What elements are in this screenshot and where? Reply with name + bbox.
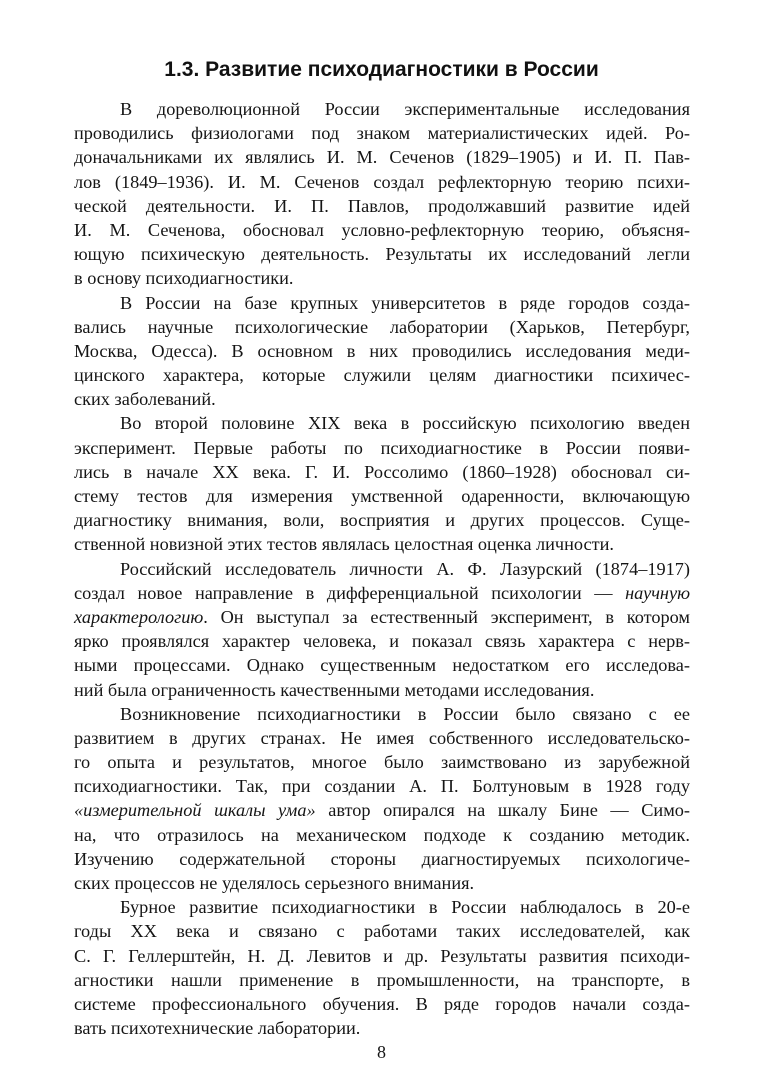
text-line: Во второй половине XIX века в российскую психологию введен (120, 413, 690, 434)
text-line: системе профессионального обучения. В ряде городов начали созда- (74, 993, 690, 1014)
text-line: Бурное развитие психодиагностики в России наблюдалось в 20-е (120, 897, 690, 918)
text-line: проводились физиологами под знаком материалистических идей. Ро- (74, 123, 690, 144)
paragraph (74, 97, 690, 291)
text-line: стему тестов для измерения умственной одаренности, включающую (74, 486, 690, 506)
paragraph (74, 557, 690, 702)
text-line: «измерительной шкалы ума» автор опирался на шкалу Бине — Симо- (74, 800, 690, 821)
text-line: ских заболеваний. (74, 389, 216, 410)
text-line: агностики нашли применение в промышленности, на транспорте, в (74, 969, 690, 990)
text-line: развитием в других странах. Не имея собственного исследовательско- (74, 727, 690, 748)
text-line: В России на базе крупных университетов в ряде городов созда- (120, 292, 690, 313)
text-line: С. Г. Геллерштейн, Н. Д. Левитов и др. Результаты развития психоди- (74, 945, 690, 966)
text-line: ческой деятельности. И. П. Павлов, продолжавший развитие идей (74, 195, 690, 216)
text-line: создал новое направление в дифференциальной психологии — научную (74, 582, 690, 603)
text-line: ющую психическую деятельность. Результаты их исследований легли (74, 244, 690, 265)
paragraph (74, 702, 690, 896)
page-number: 8 (377, 1042, 386, 1062)
text-line: ными процессами. Однако существенным недостатком его исследова- (74, 655, 690, 676)
section-heading: 1.3. Развитие психодиагностики в России (164, 58, 599, 81)
text-line: И. М. Сеченова, обосновал условно-рефлекторную теорию, объясня- (74, 219, 690, 240)
paragraph (74, 895, 690, 1040)
paragraph (74, 291, 690, 412)
text-line: диагностику внимания, воли, восприятия и других процессов. Суще- (74, 510, 690, 531)
italic-term: «измерительной шкалы ума» (74, 800, 316, 821)
text-line: ний была ограниченность качественными методами исследования. (74, 679, 595, 700)
text-line: ственной новизной этих тестов являлась целостная оценка личности. (74, 534, 614, 555)
text-line: Возникновение психодиагностики в России было связано с ее (120, 703, 690, 724)
text-line: ярко проявлялся характер человека, и показал связь характера с нерв- (74, 631, 690, 652)
text-line: психодиагностики. Так, при создании А. П. Болтуновым в 1928 году (74, 776, 690, 797)
text-line: Москва, Одесса). В основном в них проводились исследования меди- (74, 340, 690, 361)
paragraph (74, 411, 690, 556)
text-line: эксперимент. Первые работы по психодиагностике в России появи- (74, 437, 690, 458)
text-line: годы XX века и связано с работами таких исследователей, как (74, 921, 690, 942)
text-line: В дореволюционной России экспериментальные исследования (120, 99, 690, 119)
text-line: цинского характера, которые служили целям диагностики психичес- (74, 365, 690, 386)
text-line: вались научные психологические лаборатории (Харьков, Петербург, (74, 316, 690, 337)
body-text (74, 97, 690, 1040)
text-line: лов (1849–1936). И. М. Сеченов создал рефлекторную теорию психи- (74, 171, 690, 192)
text-line: в основу психодиагностики. (74, 268, 294, 289)
text-line: доначальниками их являлись И. М. Сеченов (1829–1905) и И. П. Пав- (74, 147, 690, 168)
italic-term: научную (625, 582, 690, 603)
text-line: Изучению содержательной стороны диагностируемых психологиче- (74, 848, 690, 869)
text-line: Российский исследователь личности А. Ф. Лазурский (1874–1917) (120, 558, 690, 579)
text-line: ских процессов не уделялось серьезного внимания. (74, 873, 475, 893)
text-line: на, что отразилось на механическом подходе к созданию методик. (74, 824, 690, 845)
text-line: го опыта и результатов, многое было заимствовано из зарубежной (74, 752, 690, 773)
italic-term: характерологию (74, 606, 204, 627)
text-line: вать психотехнические лаборатории. (74, 1018, 361, 1039)
text-line: лись в начале XX века. Г. И. Россолимо (1860–1928) обосновал си- (74, 461, 690, 482)
text-line: характерологию. Он выступал за естественный эксперимент, в котором (74, 606, 690, 627)
